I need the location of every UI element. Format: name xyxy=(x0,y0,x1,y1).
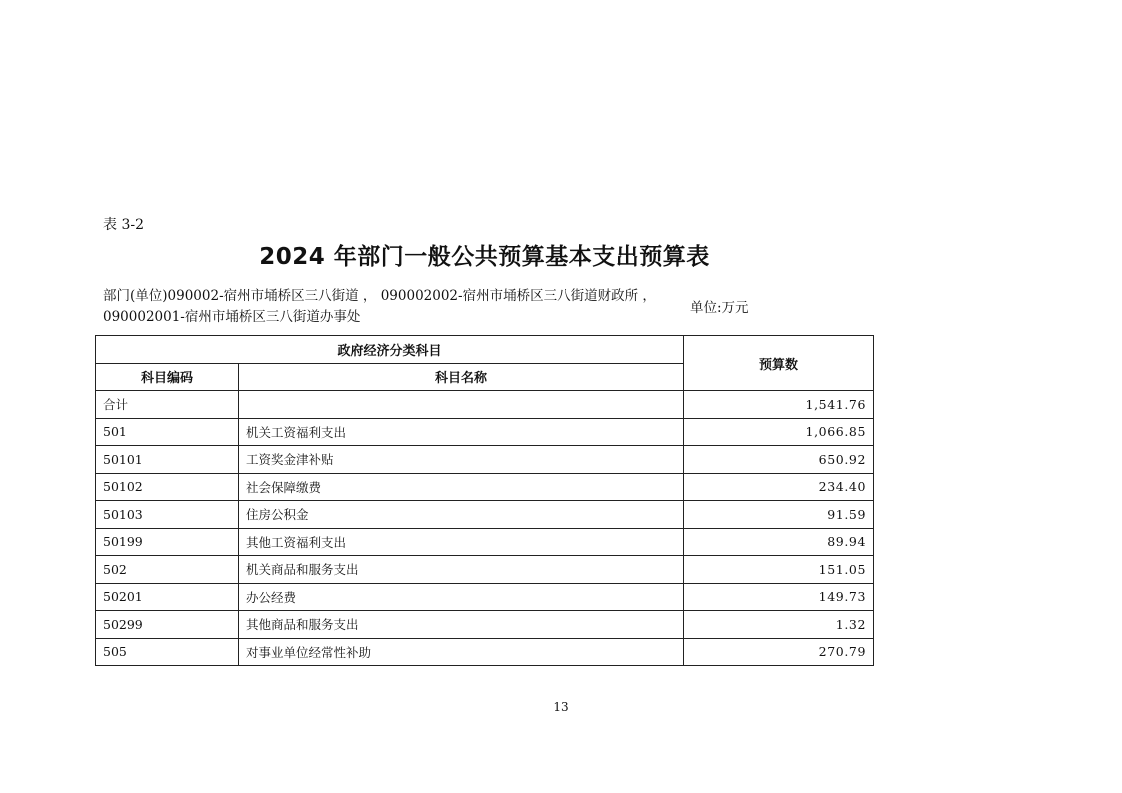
table-row xyxy=(96,473,874,501)
cell-code: 50101 xyxy=(96,446,239,474)
cell-amount: 1,066.85 xyxy=(684,418,874,446)
cell-amount: 151.05 xyxy=(684,556,874,584)
cell-name: 机关商品和服务支出 xyxy=(239,556,684,584)
table-row xyxy=(96,556,874,584)
cell-code: 50199 xyxy=(96,528,239,556)
table-row xyxy=(96,418,874,446)
table-row xyxy=(96,638,874,666)
table-row xyxy=(96,391,874,419)
cell-name: 对事业单位经常性补助 xyxy=(239,638,684,666)
header-budget-amount: 预算数 xyxy=(684,336,874,391)
cell-code: 505 xyxy=(96,638,239,666)
table-id: 表 3-2 xyxy=(103,217,144,233)
department-info xyxy=(103,286,683,328)
cell-code: 50103 xyxy=(96,501,239,529)
table-row xyxy=(96,611,874,639)
cell-amount: 89.94 xyxy=(684,528,874,556)
cell-amount: 270.79 xyxy=(684,638,874,666)
cell-code: 50201 xyxy=(96,583,239,611)
cell-code: 502 xyxy=(96,556,239,584)
cell-name: 社会保障缴费 xyxy=(239,473,684,501)
cell-amount: 1,541.76 xyxy=(684,391,874,419)
table-row xyxy=(96,501,874,529)
cell-name: 其他工资福利支出 xyxy=(239,528,684,556)
cell-code: 501 xyxy=(96,418,239,446)
cell-name: 其他商品和服务支出 xyxy=(239,611,684,639)
department-line-2: 090002001-宿州市埇桥区三八街道办事处 xyxy=(103,309,361,325)
cell-name: 工资奖金津补贴 xyxy=(239,446,684,474)
cell-amount: 1.32 xyxy=(684,611,874,639)
department-line-1: 部门(单位)090002-宿州市埇桥区三八街道 ， 090002002-宿州市埇桥区三八街道财政所 ， xyxy=(103,288,656,304)
header-item-code: 科目编码 xyxy=(96,363,239,391)
header-item-name: 科目名称 xyxy=(239,363,684,391)
cell-name: 机关工资福利支出 xyxy=(239,418,684,446)
cell-amount: 650.92 xyxy=(684,446,874,474)
unit-label: 单位:万元 xyxy=(690,300,749,316)
header-economic-classification: 政府经济分类科目 xyxy=(96,336,684,364)
page-title: 2024 年部门一般公共预算基本支出预算表 xyxy=(259,244,710,270)
cell-code: 50102 xyxy=(96,473,239,501)
page-number: 13 xyxy=(553,700,569,714)
cell-amount: 149.73 xyxy=(684,583,874,611)
cell-name xyxy=(239,391,684,419)
header-row-group xyxy=(96,336,874,364)
table-row xyxy=(96,528,874,556)
cell-amount: 234.40 xyxy=(684,473,874,501)
budget-table xyxy=(95,335,874,666)
table-row xyxy=(96,583,874,611)
cell-code: 50299 xyxy=(96,611,239,639)
cell-name: 办公经费 xyxy=(239,583,684,611)
cell-name: 住房公积金 xyxy=(239,501,684,529)
cell-amount: 91.59 xyxy=(684,501,874,529)
cell-code: 合计 xyxy=(96,391,239,419)
table-row xyxy=(96,446,874,474)
